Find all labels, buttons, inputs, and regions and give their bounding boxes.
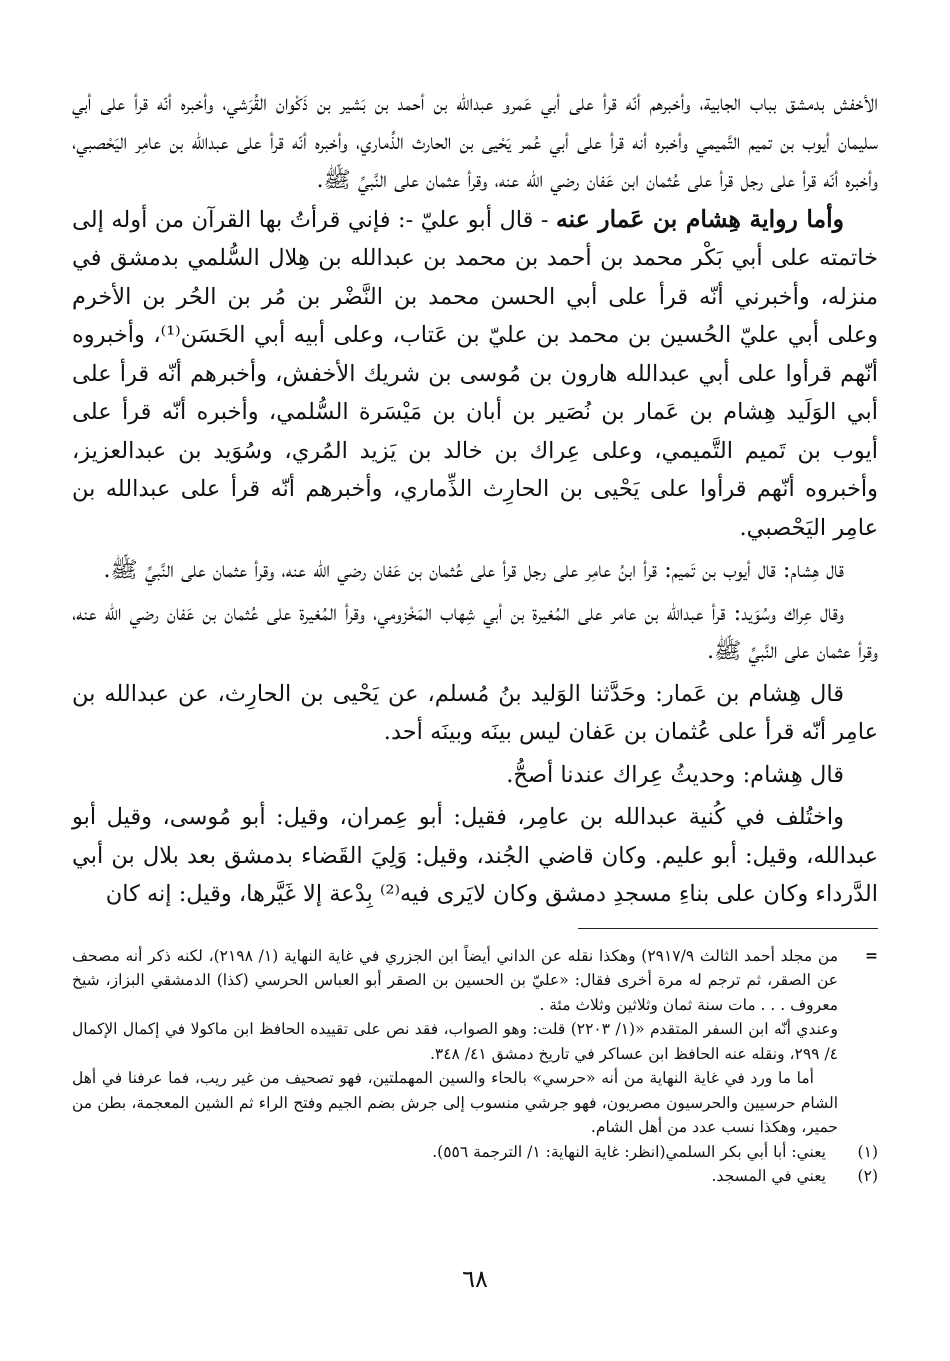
footnote-separator [578,928,878,929]
footnote-2-number: (٢) [857,1167,878,1185]
paragraph-2 [72,200,878,548]
paragraph-6: قال هِشام: وحديثُ عِراك عندنا أصحُّ. [506,761,844,788]
footnote-continuation-1: من مجلد أحمد الثالث ٢٩١٧/٩) وهكذا نقله عن الداني أيضاً ابن الجزري في غاية النهاية (١/ ٢١٩٨)، لكنه ذكر أنه مصحف عن الصقر، ثم ترجم له مرة أخرى فقال: «عليّ بن الحسين بن الصقر أبو العباس الحرسي (كذا) الدمشقي البزاز، شيخ معروف . . . مات سنة ثمان وثلاثين وثلاث مئة . [72,946,838,1014]
section-heading-hisham: وأما رواية هِشام بن عَمار عنه [556,204,844,233]
footnote-continuation-2: وعندي أنّه ابن السفر المتقدم «(١/ ٢٢٠٣) قلت: وهو الصواب، فقد نص على تقييده الحافظ ابن ماكولا في إكمال الإكمال ٤/ ٢٩٩، ونقله عنه الحافظ ابن عساكر في تاريخ دمشق ٤١/ ٣٤٨. [72,1020,838,1063]
paragraph-7: واختُلف في كُنية عبدالله بن عامِر، فقيل: أبو عِمران، وقيل: أبو مُوسى، وقيل أبو عبدالله، وقيل: أبو عليم. وكان قاضي الجُند، وقيل: وَلِيَ القَضاء بدمشق بعد بلال بن أبي الدَّرداء وكان على بناءِ مسجدِ دمشق وكان لايَرى فيه⁽²⁾ بِدْعة إلا غَيَّرها، وقيل: إنه كان [72,804,878,907]
footnote-1 [72,1140,878,1165]
paragraph-3: قال هِشام: قال أيوب بن تَميم: قرأ ابنُ عامِر على رجل قرأ على عُثمان بن عَفان رضي الله عنه، وقرأ عثمان على النَّبيِّ ﷺ. [103,557,844,583]
footnote-1-number: (١) [857,1142,878,1161]
footnote-1-text: يعني: أبا أبي بكر السلمي(انظر: غاية النهاية: ١/ الترجمة ٥٥٦). [432,1142,826,1161]
continuation-mark: = [865,945,878,965]
footnotes [72,944,878,1189]
footnote-continuation [72,944,878,1140]
page-number: ٦٨ [462,1265,488,1293]
paragraph-4: وقال عِراك وسُوَيد: قرأ عبدالله بن عامر على المُغيرة بن أبي شِهاب المَخْزومي، وقرأ المُغيرة على عُثمان بن عَفان رضي الله عنه، وقرأ عثمان على النَّبيِّ ﷺ. [72,599,878,664]
paragraph-1: الأخفش بدمشق بباب الجابية، وأخبرهم أنّه قرأ على أبي عَمرو عبدالله بن أحمد بن بَشير بن ذَكْوان القُرَشي، وأخبره أنّه قرأ على أبي سليمان أيوب بن تميم التَّميمي وأخبره أنه قرأ على أبي عُمر يَحْيى بن الحارث الذِّماري، وأخبره أنّه قرأ على عبدالله بن عامِر اليَحْصبي، وأخبره أنّه قرأ على رجل قرأ على عُثمان ابن عَفان رضي الله عنه، وقرأ عثمان على النَّبيِّ ﷺ. [72,90,878,193]
footnote-2-text: يعني في المسجد. [711,1167,826,1185]
footnote-continuation-3: أما ما ورد في غاية النهاية من أنه «حرسي» بالحاء والسين المهملتين، فهو تصحيف من غير ريب، فما عرفنا في أهل الشام حرسيين والحرسيون مصريون، فهو جرشي منسوب إلى جرش بضم الجيم وفتح الراء ثم الشين المعجمة، بطن من حمير، وهكذا نسب عدد من أهل الشام. [72,1069,838,1136]
paragraph-5: قال هِشام بن عَمار: وحَدَّثنا الوَليد بنُ مُسلم، عن يَحْيى بن الحارِث، عن عبدالله بن عامِر أنّه قرأ على عُثمان بن عَفان ليس بينَه وبينَه أحد. [72,680,878,745]
footnote-2 [72,1164,878,1189]
paragraph-2-body: - قال أبو عليّ -: فإني قرأتُ بها القرآن من أوله إلى خاتمته على أبي بَكْر محمد بن أحمد بن محمد بن عبدالله بن هِلال السُّلمي بدمشق في منزله، وأخبرني أنّه قرأ على أبي الحسن محمد بن النَّضْر بن مُر بن الحُر بن الأخرم وعلى أبي عليّ الحُسين بن محمد بن عليّ بن عَتاب، وعلى أبيه أبي الحَسَن⁽¹⁾، وأخبروه أنّهم قرأوا على أبي عبدالله هارون بن مُوسى بن شريك الأخفش، وأخبرهم أنّه قرأ على أبي الوَلَيد هِشام بن عَمار بن نُصَير بن أبان بن مَيْسَرة السُّلمي، وأخبره أنّه قرأ على أيوب بن تَميم التَّميمي، وعلى عِراك بن خالد بن يَزيد المُري، وسُوَيد بن عبدالعزيز، وأخبروه أنّهم قرأوا على يَحْيى بن الحارِث الذِّماري، وأخبرهم أنّه قرأ على عبدالله بن عامِر اليَحْصبي. [72,206,878,541]
page-body [72,84,878,1189]
main-text [72,84,878,914]
footnote-separator-area [72,914,878,944]
